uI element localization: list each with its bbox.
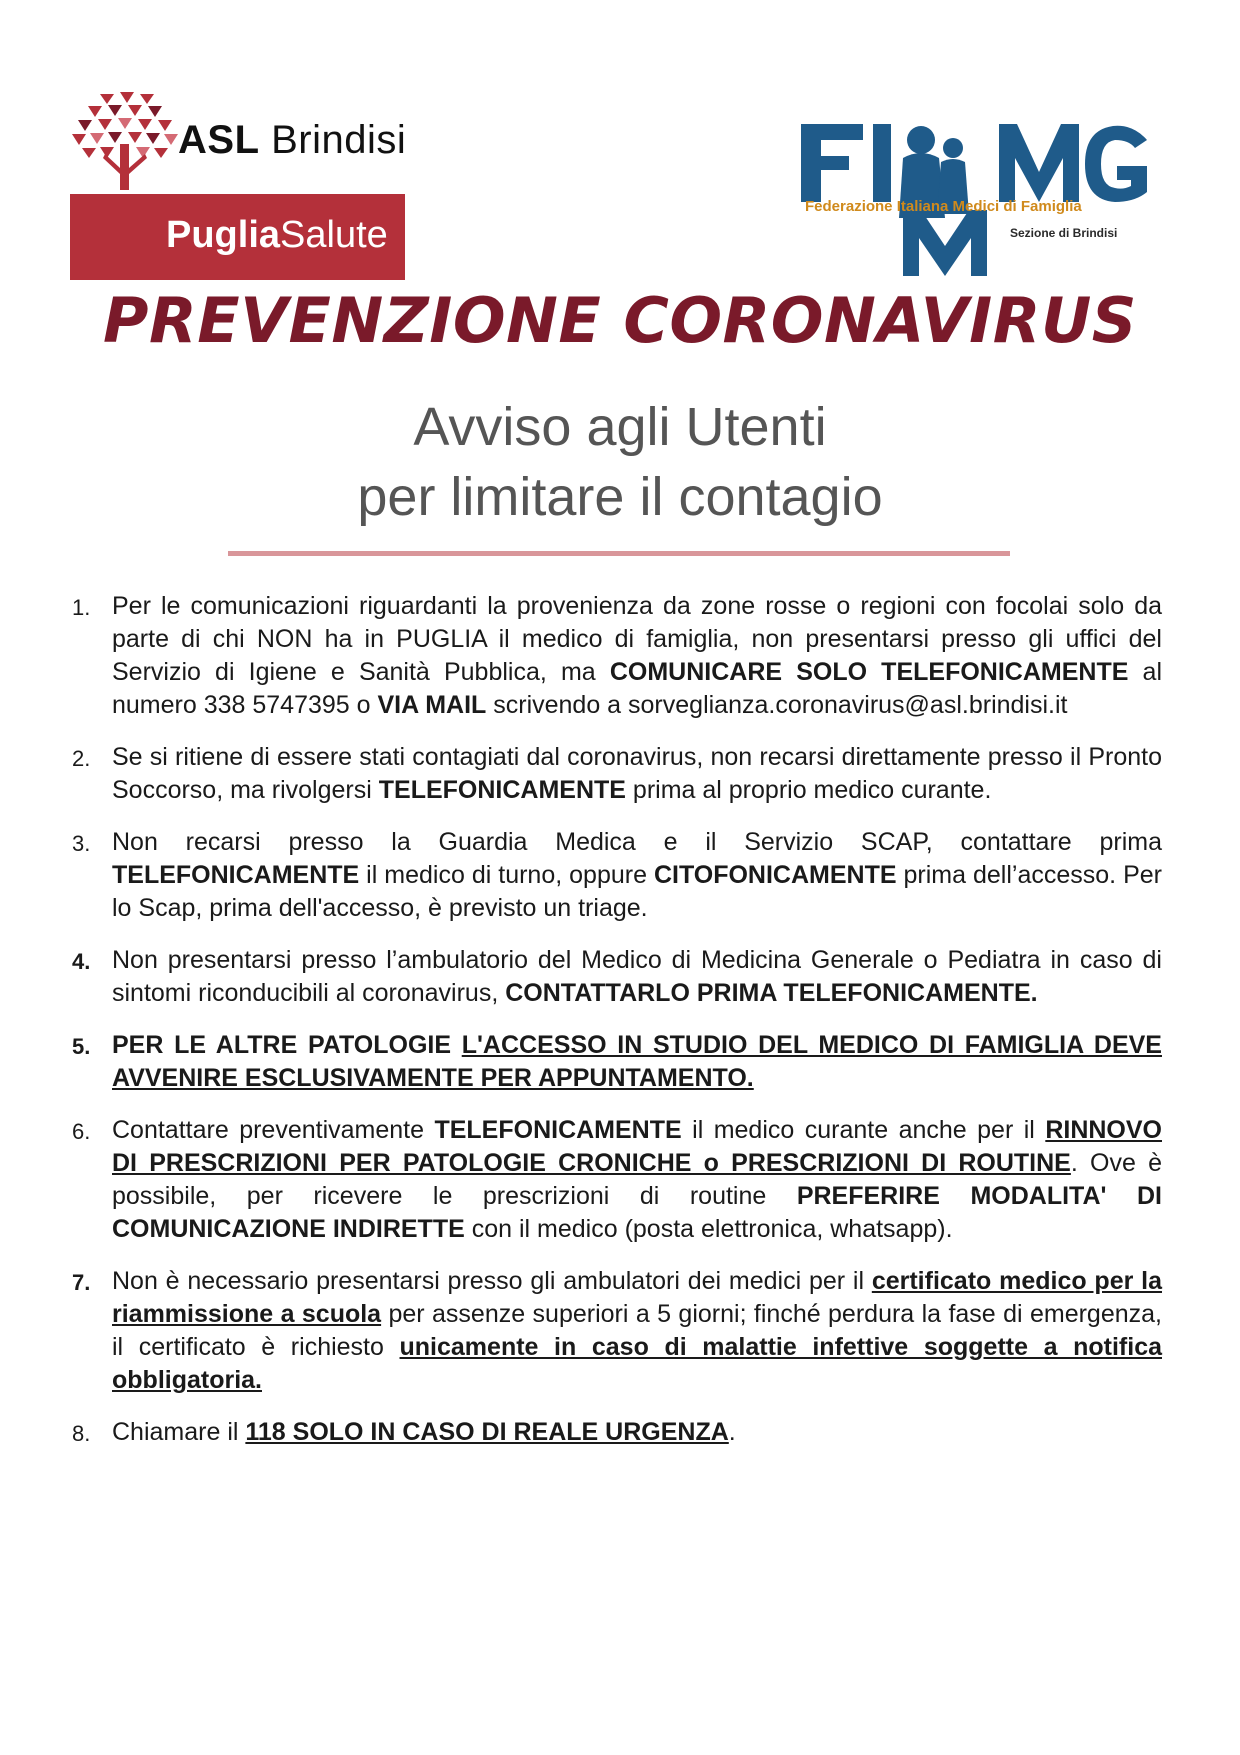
puglia-salute-band	[70, 194, 405, 280]
list-item-segment: Non presentarsi presso l’ambulatorio del Medico di Medicina Generale o Pediatra in caso di sintomi riconducibili al coronavirus,	[112, 946, 1162, 1007]
list-item-text	[112, 1029, 1162, 1095]
list-item-segment: CITOFONICAMENTE	[653, 861, 897, 889]
list-item-segment: L'ACCESSO IN STUDIO DEL MEDICO DI FAMIGLIA DEVE AVVENIRE ESCLUSIVAMENTE PER APPUNTAMENTO.	[112, 1031, 1162, 1092]
list-item	[72, 741, 1162, 807]
list-item-number: 6.	[72, 1119, 91, 1144]
list-item-text	[112, 1114, 1162, 1246]
list-item-segment: il medico di turno, oppure	[359, 861, 654, 889]
list-item-segment: COMUNICARE SOLO TELEFONICAMENTE	[609, 658, 1129, 686]
advice-list	[72, 590, 1162, 1468]
list-item-segment: certificato medico per la riammissione a scuola	[112, 1267, 1162, 1328]
list-item-segment: Se si ritiene di essere stati contagiati dal coronavirus, non recarsi direttamente presso il Pronto Soccorso, ma rivolgersi	[112, 743, 1162, 804]
divider	[228, 551, 1010, 556]
list-item-segment: Chiamare il	[112, 1418, 246, 1446]
list-item-segment: Non è necessario presentarsi presso gli ambulatori dei medici per il	[112, 1267, 872, 1295]
list-item-segment: per assenze superiori a 5 giorni; finché perdura la fase di emergenza, il certificato è richiesto	[112, 1300, 1162, 1361]
list-item-segment: . Ove è possibile, per ricevere le prescrizioni di routine	[112, 1149, 1162, 1210]
list-item-number: 1.	[72, 595, 91, 620]
list-item-segment: .	[728, 1418, 736, 1446]
asl-brindisi-logo	[70, 92, 405, 282]
page-subtitle	[0, 392, 1240, 532]
list-item-segment: TELEFONICAMENTE	[112, 861, 360, 889]
list-item-number: 2.	[72, 746, 91, 771]
list-item-text	[112, 590, 1162, 722]
list-item-segment: Per le comunicazioni riguardanti la provenienza da zone rosse o regioni con focolai solo da parte di chi NON ha in PUGLIA il medico di famiglia, non presentarsi presso gli uffici del Servizio di Igiene e Sanità Pubblica, ma	[112, 592, 1162, 686]
list-item-segment: PER LE ALTRE PATOLOGIE	[112, 1031, 462, 1059]
list-item-text	[112, 741, 1162, 807]
fimmg-logo	[795, 118, 1165, 278]
list-item-segment: Non recarsi presso la Guardia Medica e il Servizio SCAP, contattare prima	[112, 828, 1162, 856]
list-item-text	[112, 1265, 1162, 1397]
fimmg-subtitle: Federazione Italiana Medici di Famiglia	[805, 198, 1082, 215]
list-item-segment: al numero 338 5747395 o	[112, 658, 1163, 719]
list-item-segment: prima al proprio medico curante.	[625, 776, 992, 804]
list-item-number: 5.	[72, 1034, 91, 1059]
list-item-number: 7.	[72, 1270, 91, 1295]
list-item-segment: RINNOVO DI PRESCRIZIONI PER PATOLOGIE CRONICHE o PRESCRIZIONI DI ROUTINE	[112, 1116, 1162, 1177]
puglia-salute-text: PugliaSalute	[166, 214, 388, 256]
list-item-segment: unicamente in caso di malattie infettive soggette a notifica obbligatoria.	[112, 1333, 1162, 1394]
list-item	[72, 1416, 1162, 1449]
list-item-segment: il medico curante anche per il	[681, 1116, 1046, 1144]
list-item-segment: TELEFONICAMENTE	[434, 1116, 682, 1144]
asl-name-text: ASL Brindisi	[178, 118, 407, 162]
list-item-text	[112, 826, 1162, 925]
tree-logo-icon	[70, 92, 180, 190]
list-item-segment: CONTATTARLO PRIMA TELEFONICAMENTE.	[505, 979, 1038, 1007]
list-item-number: 3.	[72, 831, 91, 856]
list-item-number: 8.	[72, 1421, 91, 1446]
list-item-segment: Contattare preventivamente	[112, 1116, 435, 1144]
list-item	[72, 826, 1162, 925]
list-item-segment: con il medico (posta elettronica, whatsapp).	[464, 1215, 953, 1243]
list-item-segment: TELEFONICAMENTE	[378, 776, 626, 804]
list-item	[72, 1029, 1162, 1095]
list-item	[72, 944, 1162, 1010]
list-item-segment: scrivendo a sorveglianza.coronavirus@asl.brindisi.it	[486, 691, 1068, 719]
list-item-segment: PREFERIRE MODALITA' DI COMUNICAZIONE INDIRETTE	[112, 1182, 1162, 1243]
subtitle-line-1: Avviso agli Utenti	[413, 397, 827, 457]
list-item-segment: VIA MAIL	[377, 691, 487, 719]
list-item-number: 4.	[72, 949, 91, 974]
list-item-text	[112, 1416, 1162, 1449]
list-item-text	[112, 944, 1162, 1010]
page-title: PREVENZIONE CORONAVIRUS	[103, 284, 1137, 357]
list-item-segment: prima dell’accesso. Per lo Scap, prima dell'accesso, è previsto un triage.	[112, 861, 1162, 922]
list-item	[72, 1265, 1162, 1397]
fimmg-section: Sezione di Brindisi	[1010, 226, 1118, 240]
subtitle-line-2: per limitare il contagio	[357, 467, 883, 527]
list-item	[72, 590, 1162, 722]
list-item-segment: 118 SOLO IN CASO DI REALE URGENZA	[245, 1418, 729, 1446]
list-item	[72, 1114, 1162, 1246]
